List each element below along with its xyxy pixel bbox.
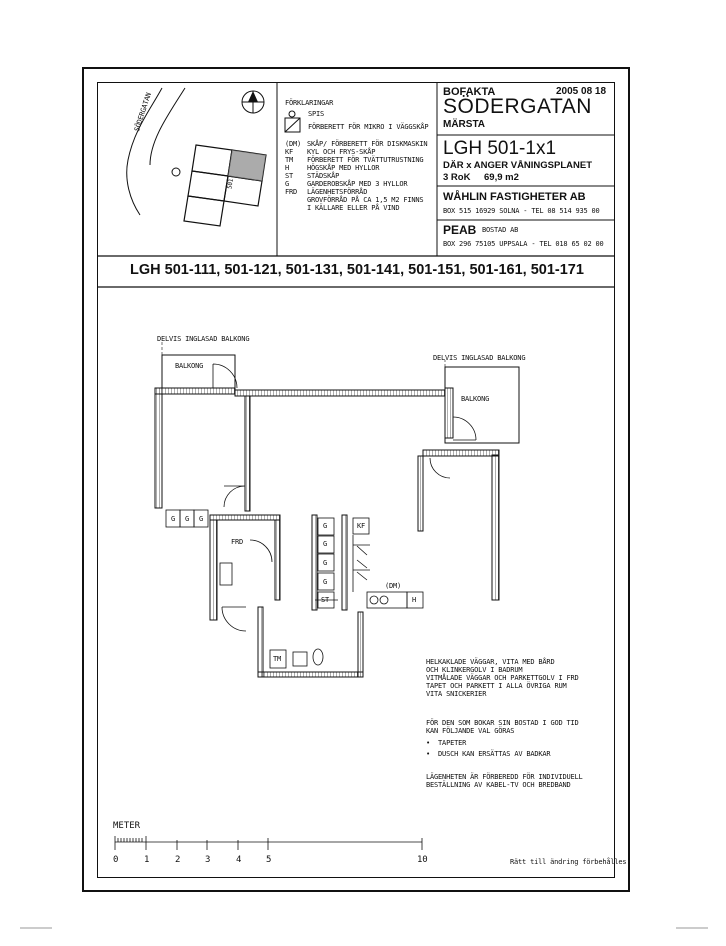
cable-notes xyxy=(426,773,611,789)
bofakta-label: BOFAKTA xyxy=(443,86,496,98)
note-line: KAN FÖLJANDE VAL GÖRAS xyxy=(426,727,515,735)
legend-item: SPIS xyxy=(308,110,325,118)
street-label-site: SÖDERGATAN xyxy=(133,91,154,133)
scale-tick: 4 xyxy=(236,855,242,865)
wardrobe-label: G xyxy=(323,578,328,586)
legend-title: FÖRKLARINGAR xyxy=(285,99,334,107)
scale-tick: 0 xyxy=(113,855,119,865)
wardrobe-label: G xyxy=(185,515,190,523)
scale-tick: 5 xyxy=(266,855,272,865)
scale-tick: 1 xyxy=(144,855,150,865)
wardrobe-label: G xyxy=(323,540,328,548)
floor-note: DÄR x ANGER VÅNINGSPLANET xyxy=(443,160,593,171)
note-line: VITA SNICKERIER xyxy=(426,690,487,698)
note-line: TAPET OCH PARKETT I ALLA ÖVRIGA RUM xyxy=(426,682,567,690)
builder-sub: BOSTAD AB xyxy=(482,226,519,234)
legend-item: GROVFÖRRÅD PÅ CA 1,5 M2 FINNS xyxy=(307,196,424,204)
apartment-title: LGH 501-1x1 xyxy=(443,138,557,159)
owner-name: WÅHLIN FASTIGHETER AB xyxy=(443,191,586,203)
apartment-list: LGH 501-111, 501-121, 501-131, 501-141, 501-151, 501-161, 501-171 xyxy=(130,262,584,278)
balcony-left-note: DELVIS INGLASAD BALKONG xyxy=(157,335,250,343)
date: 2005 08 18 xyxy=(556,86,607,97)
options-notes xyxy=(426,719,611,758)
note-line: LÄGENHETEN ÄR FÖRBEREDD FÖR INDIVIDUELL xyxy=(426,773,583,781)
scale-label: METER xyxy=(113,821,141,831)
note-line: OCH KLINKERGOLV I BADRUM xyxy=(426,666,523,674)
option-item: • DUSCH KAN ERSÄTTAS AV BADKAR xyxy=(426,750,551,758)
note-line: VITMÅLADE VÄGGAR OCH PARKETTGOLV I FRD xyxy=(426,674,579,682)
storage-label: FRD xyxy=(231,538,244,546)
cleaning-cabinet-label: ST xyxy=(321,596,330,604)
street-title: SÖDERGATAN xyxy=(443,95,592,118)
house-label-site: 501 xyxy=(226,178,235,190)
tall-cabinet-label: H xyxy=(412,596,417,604)
balcony-right-label: BALKONG xyxy=(461,395,490,403)
rooms: 3 RoK xyxy=(443,172,471,183)
note-line: FÖR DEN SOM BOKAR SIN BOSTAD I GOD TID xyxy=(426,719,579,727)
builder-address: BOX 296 75105 UPPSALA - TEL 018 65 02 00 xyxy=(443,240,604,248)
wardrobe-label: G xyxy=(323,559,328,567)
legend-item: G GARDEROBSKÅP MED 3 HYLLOR xyxy=(285,180,408,188)
balcony-right-note: DELVIS INGLASAD BALKONG xyxy=(433,354,526,362)
note-line: HELKAKLADE VÄGGAR, VITA MED BÅRD xyxy=(426,658,555,666)
legend-item: TM FÖRBERETT FÖR TVÄTTUTRUSTNING xyxy=(285,156,424,164)
dishwasher-label: (DM) xyxy=(385,582,402,590)
fridge-label: KF xyxy=(357,522,366,530)
balcony-left-label: BALKONG xyxy=(175,362,204,370)
disclaimer: Rätt till ändring förbehålles xyxy=(510,858,627,866)
builder-name: PEAB xyxy=(443,223,477,237)
legend-item: I KÄLLARE ELLER PÅ VIND xyxy=(307,204,400,212)
area: 69,9 m2 xyxy=(484,172,519,183)
legend-item: FÖRBERETT FÖR MIKRO I VÄGGSKÅP xyxy=(308,123,429,131)
finish-notes xyxy=(426,658,611,698)
legend-item: KF KYL OCH FRYS-SKÅP xyxy=(285,148,376,156)
wardrobe-label: G xyxy=(199,515,204,523)
legend-item: ST STÄDSKÅP xyxy=(285,172,340,180)
owner-address: BOX 515 16929 SOLNA - TEL 08 514 935 00 xyxy=(443,207,600,215)
legend-item: (DM) SKÅP/ FÖRBERETT FÖR DISKMASKIN xyxy=(285,140,428,148)
note-line: BESTÄLLNING AV KABEL-TV OCH BREDBAND xyxy=(426,781,571,789)
legend-item: FRD LÄGENHETSFÖRRÅD xyxy=(285,188,368,196)
scale-tick: 10 xyxy=(417,855,428,865)
option-item: • TAPETER xyxy=(426,739,467,747)
scale-tick: 2 xyxy=(175,855,181,865)
wardrobe-label: G xyxy=(323,522,328,530)
scale-tick: 3 xyxy=(205,855,211,865)
city: MÄRSTA xyxy=(443,119,486,130)
laundry-label: TM xyxy=(273,655,282,663)
legend-item: H HÖGSKÅP MED HYLLOR xyxy=(285,164,380,172)
wardrobe-label: G xyxy=(171,515,176,523)
